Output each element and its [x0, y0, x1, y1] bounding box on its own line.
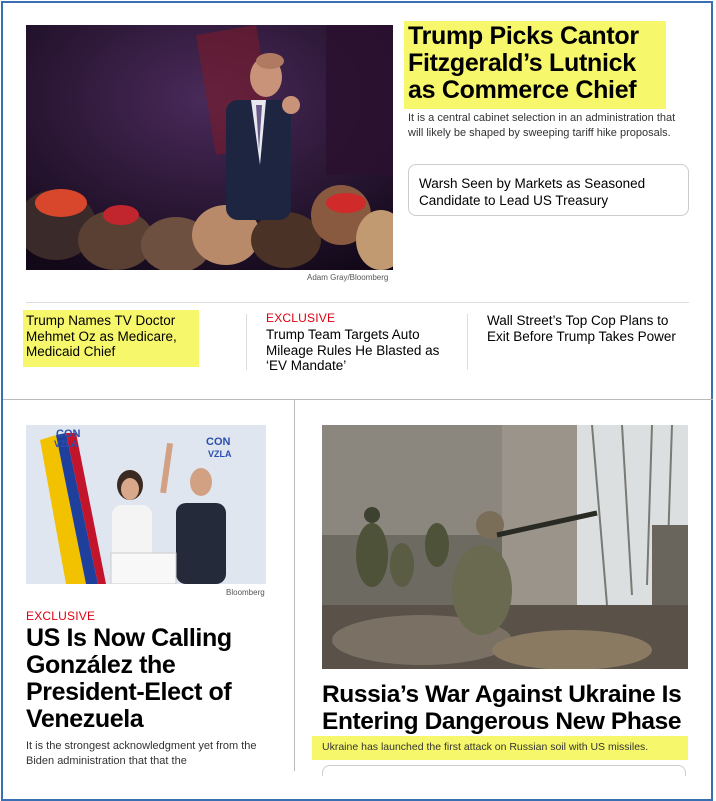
banner-text-1: CON — [56, 428, 81, 440]
ukraine-headline[interactable]: Russia’s War Against Ukraine Is Entering Dangerous New Phase — [322, 681, 682, 735]
banner-text-4: VZLA — [208, 449, 232, 459]
ukraine-summary: Ukraine has launched the first attack on Russian soil with US missiles. — [312, 736, 688, 760]
related-story-card[interactable]: Warsh Seen by Markets as Seasoned Candidate to Lead US Treasury — [408, 164, 689, 216]
ukraine-photo[interactable] — [322, 425, 688, 669]
column-divider — [294, 399, 295, 771]
divider — [26, 302, 689, 303]
secondary-headline-2[interactable]: Trump Team Targets Auto Mileage Rules He Blasted as ‘EV Mandate’ — [266, 327, 440, 373]
lead-photo[interactable] — [26, 25, 393, 270]
venezuela-summary: It is the strongest acknowledgment yet from the Biden administration that that the — [26, 740, 257, 767]
venezuela-headline[interactable]: US Is Now Calling González the President-Elect of Venezuela — [26, 624, 232, 733]
lead-headline[interactable]: Trump Picks Cantor Fitzgerald’s Lutnick as Commerce Chief — [404, 21, 666, 109]
secondary-headline-3[interactable]: Wall Street’s Top Cop Plans to Exit Before Trump Takes Power — [487, 313, 676, 344]
venezuela-photo-credit: Bloomberg — [226, 588, 265, 597]
divider — [246, 314, 247, 370]
secondary-headline-1[interactable]: Trump Names TV Doctor Mehmet Oz as Medicare, Medicaid Chief — [23, 310, 199, 367]
divider — [467, 314, 468, 370]
banner-text-3: CON — [206, 436, 231, 448]
venezuela-photo[interactable] — [26, 425, 266, 584]
lead-summary: It is a central cabinet selection in an administration that will likely be shaped by sweeping tariff hike proposals. — [408, 112, 676, 139]
exclusive-label: EXCLUSIVE — [266, 311, 336, 325]
section-divider — [3, 399, 713, 400]
banner-text-2: VZLA — [54, 439, 78, 449]
exclusive-label: EXCLUSIVE — [26, 609, 96, 623]
lead-photo-credit: Adam Gray/Bloomberg — [307, 273, 389, 282]
